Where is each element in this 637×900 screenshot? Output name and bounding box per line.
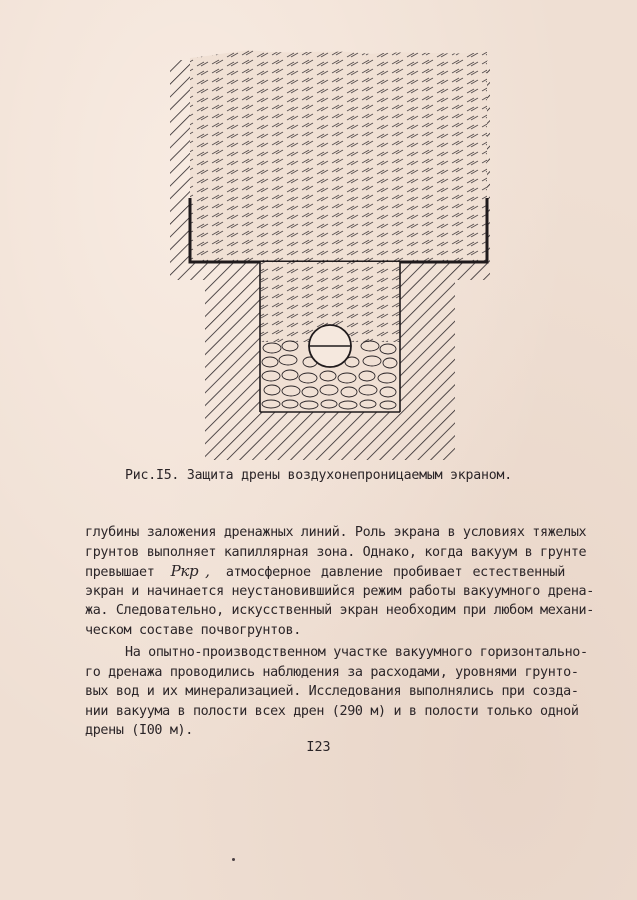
text-line: грунтов выполняет капиллярная зона. Однако, когда вакуум в грунте <box>85 544 587 560</box>
text-line: вых вод и их минерализацией. Исследования выполнялись при созда- <box>85 684 579 700</box>
page-number: I23 <box>306 740 331 755</box>
ink-speck <box>232 858 235 861</box>
text-line: экран и начинается неустановившийся режим работы вакуумного дрена- <box>85 583 594 599</box>
text-line-with-symbol <box>85 562 565 582</box>
text-line: нии вакуума в полости всех дрен (290 м) и в полости только одной <box>85 703 579 719</box>
text-line: дрены (I00 м). <box>85 723 193 739</box>
text-segment: атмосферное давление пробивает естественный <box>225 565 565 581</box>
text-line: го дренажа проводились наблюдения за расходами, уровнями грунто- <box>85 664 579 680</box>
text-line: ческом составе почвогрунтов. <box>85 622 301 638</box>
text-line: На опытно-производственном участке вакуумного горизонтально- <box>125 645 588 660</box>
paragraph-2 <box>85 643 588 741</box>
paragraph-1 <box>85 523 594 641</box>
drain-diagram <box>150 40 510 460</box>
text-line: глубины заложения дренажных линий. Роль экрана в условиях тяжелых <box>85 525 587 540</box>
text-segment: превышает <box>85 565 155 581</box>
figure-caption: Рис.I5. Защита дрены воздухонепроницаемым экраном. <box>125 468 512 483</box>
drain-cross-section <box>150 40 510 460</box>
critical-pressure-symbol: Ркр , <box>170 562 210 581</box>
text-line: жа. Следовательно, искусственный экран необходим при любом механи- <box>85 603 594 619</box>
